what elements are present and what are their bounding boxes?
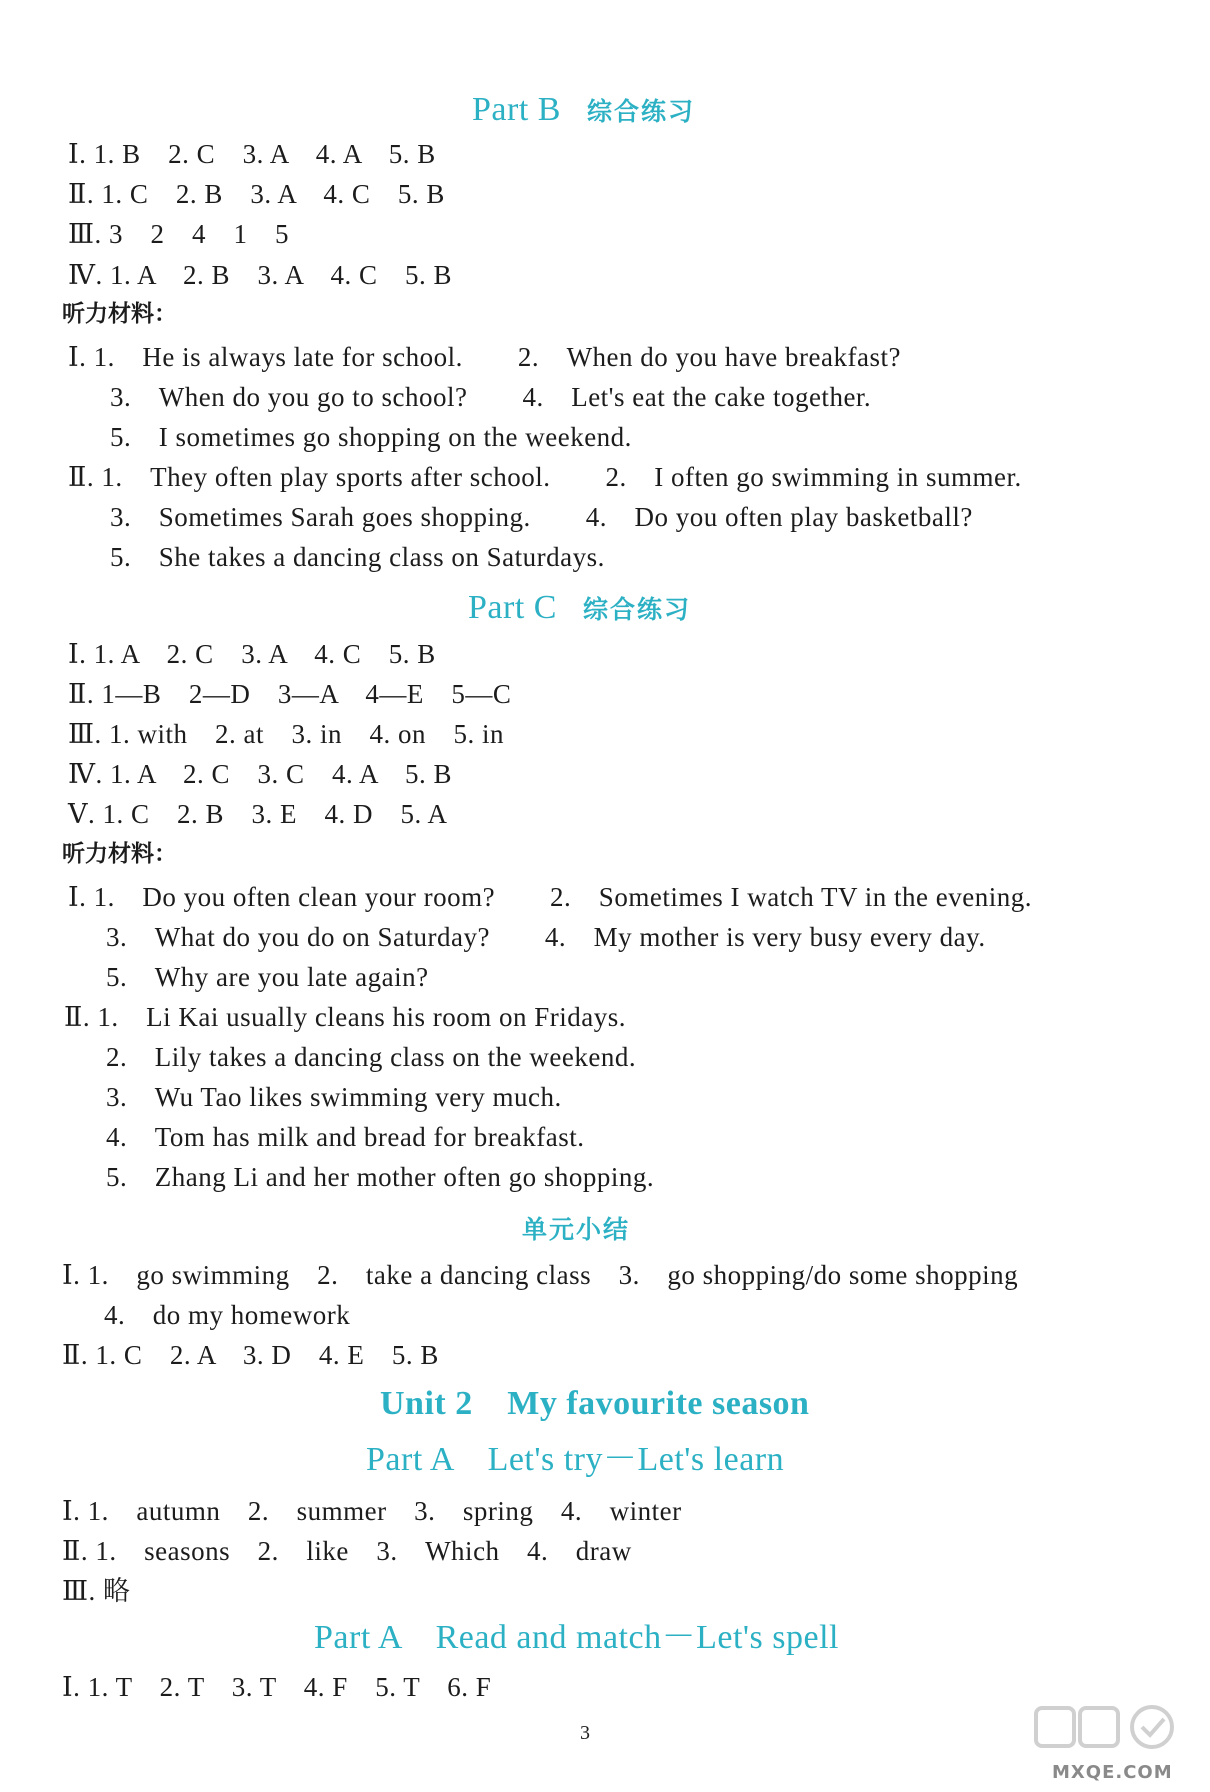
part-c-listening-5: 2. Lily takes a dancing class on the weekend. [106,1042,637,1072]
part-c-listening-8: 5. Zhang Li and her mother often go shopping. [106,1162,655,1192]
part-b-answer-3: Ⅲ. 3 2 4 1 5 [68,219,290,249]
part-b-answer-4: Ⅳ. 1. A 2. B 3. A 4. C 5. B [68,260,453,290]
unit2-a2-line-1: Ⅰ. 1. T 2. T 3. T 4. F 5. T 6. F [62,1672,492,1702]
part-c-listening-2: 3. What do you do on Saturday? 4. My mother is very busy every day. [106,922,986,952]
unit2-a1-line-2: Ⅱ. 1. seasons 2. like 3. Which 4. draw [62,1536,632,1566]
part-b-answer-2: Ⅱ. 1. C 2. B 3. A 4. C 5. B [68,179,445,209]
part-c-heading-en: Part C [468,589,557,626]
part-b-heading-en: Part B [472,91,561,128]
part-c-listening-label: 听力材料： [62,841,177,867]
part-c-listening-3: 5. Why are you late again? [106,962,429,992]
watermark-text: MXQE.COM [1052,1762,1173,1783]
part-a-read-match-heading: Part A Read and match－Let's spell [314,1619,839,1656]
summary-line-2: 4. do my homework [104,1300,351,1330]
part-b-listening-4: Ⅱ. 1. They often play sports after school. 2. I often go swimming in summer. [68,462,1022,492]
part-b-answer-1: Ⅰ. 1. B 2. C 3. A 4. A 5. B [68,139,436,169]
part-c-heading [468,588,691,630]
unit2-a1-line-3: Ⅲ. 略 [62,1576,131,1606]
part-c-answer-5: Ⅴ. 1. C 2. B 3. E 4. D 5. A [68,799,448,829]
unit-2-title: Unit 2 My favourite season [380,1385,810,1422]
part-b-listening-6: 5. She takes a dancing class on Saturdays. [110,542,605,572]
part-c-answer-4: Ⅳ. 1. A 2. C 3. C 4. A 5. B [68,759,453,789]
part-c-listening-1: Ⅰ. 1. Do you often clean your room? 2. Sometimes I watch TV in the evening. [68,882,1032,912]
part-b-listening-2: 3. When do you go to school? 4. Let's eat the cake together. [110,382,872,412]
unit-summary-heading: 单元小结 [522,1215,631,1244]
part-c-listening-6: 3. Wu Tao likes swimming very much. [106,1082,562,1112]
part-c-listening-4: Ⅱ. 1. Li Kai usually cleans his room on Fridays. [64,1002,627,1032]
part-c-answer-3: Ⅲ. 1. with 2. at 3. in 4. on 5. in [68,719,505,749]
summary-line-3: Ⅱ. 1. C 2. A 3. D 4. E 5. B [62,1340,439,1370]
part-b-listening-1: Ⅰ. 1. He is always late for school. 2. When do you have breakfast? [68,342,901,372]
part-c-heading-cn: 综合练习 [582,595,691,624]
part-c-answer-1: Ⅰ. 1. A 2. C 3. A 4. C 5. B [68,639,436,669]
part-b-heading [472,90,695,132]
part-c-listening-7: 4. Tom has milk and bread for breakfast. [106,1122,585,1152]
unit2-a1-line-1: Ⅰ. 1. autumn 2. summer 3. spring 4. winter [62,1496,682,1526]
page-number: 3 [580,1722,590,1744]
part-a-lets-try-heading: Part A Let's try－Let's learn [366,1441,785,1478]
summary-line-1: Ⅰ. 1. go swimming 2. take a dancing class 3. go shopping/do some shopping [62,1260,1019,1290]
part-b-heading-cn: 综合练习 [586,97,695,126]
part-c-answer-2: Ⅱ. 1—B 2—D 3—A 4—E 5—C [68,679,512,709]
part-b-listening-3: 5. I sometimes go shopping on the weekend. [110,422,632,452]
part-b-listening-label: 听力材料： [62,301,177,327]
part-b-listening-5: 3. Sometimes Sarah goes shopping. 4. Do you often play basketball? [110,502,973,532]
